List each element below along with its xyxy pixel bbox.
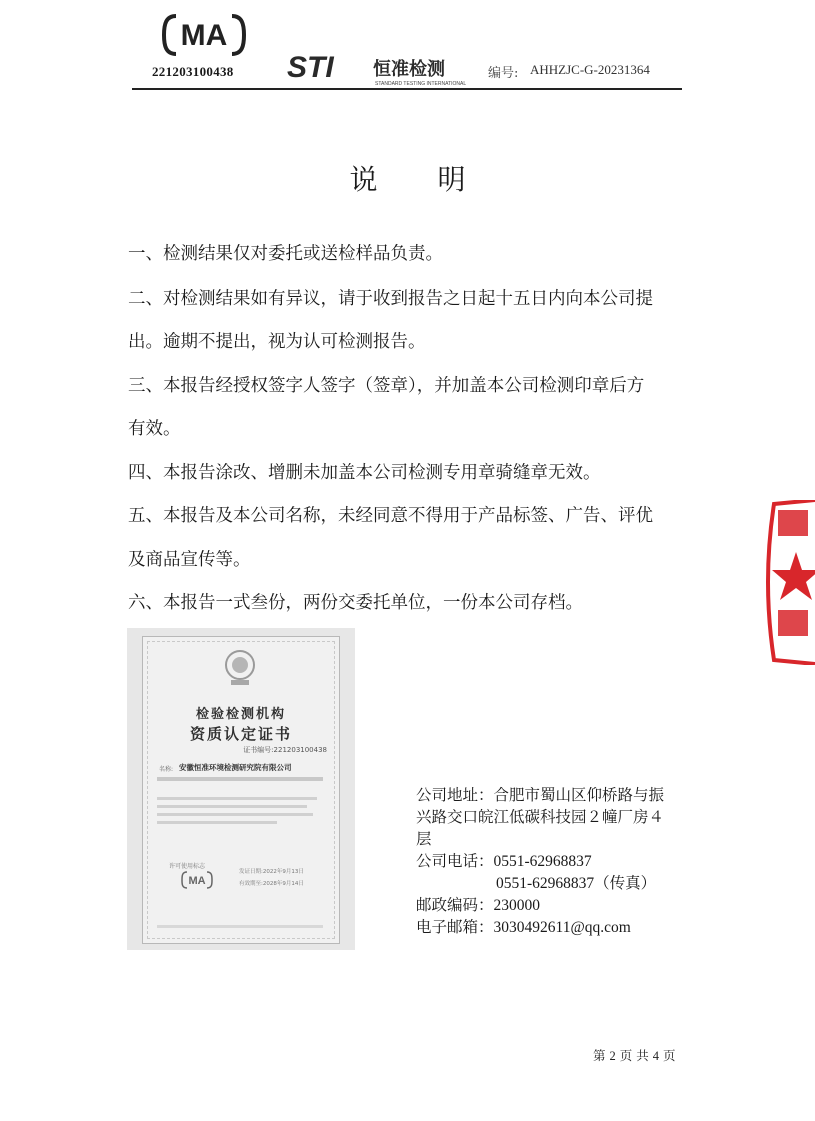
certificate-title-line1: 检验检测机构 xyxy=(195,707,286,722)
postcode-row xyxy=(416,893,540,915)
note-line-3: 出。逾期不提出，视为认可检测报告。 xyxy=(128,332,426,352)
certificate-title-line2: 资质认定证书 xyxy=(189,725,292,743)
certificate-ma-logo xyxy=(181,871,213,889)
certificate-org-label: 名称: xyxy=(159,766,174,773)
footer-suffix: 页 xyxy=(662,1048,676,1063)
svg-text:MA: MA xyxy=(188,875,206,887)
address-value: 合肥市蜀山区仰桥路与振 xyxy=(493,786,665,804)
address-line-2: 兴路交口皖江低碳科技园２幢厂房４ xyxy=(416,808,665,826)
certificate-text-line xyxy=(157,805,307,808)
certificate-address-line xyxy=(157,777,323,781)
footer-middle: 页 共 xyxy=(619,1048,649,1063)
note-line-7: 五、本报告及本公司名称，未经同意不得用于产品标签、广告、评优 xyxy=(128,506,653,526)
email-label: 电子邮箱： xyxy=(416,918,494,936)
certificate-org-name: 安徽恒准环境检测研究院有限公司 xyxy=(179,763,292,772)
note-line-6: 四、本报告涂改、增删未加盖本公司检测专用章骑缝章无效。 xyxy=(128,463,601,483)
certificate-text-line xyxy=(157,797,317,800)
cma-certificate-number: 221203100438 xyxy=(152,64,234,79)
note-line-2: 二、对检测结果如有异议，请于收到报告之日起十五日内向本公司提 xyxy=(128,289,653,309)
certificate-footer-line xyxy=(157,925,323,928)
report-number-label: 编号: xyxy=(488,66,519,81)
company-seal-fragment xyxy=(762,500,815,665)
svg-text:STI: STI xyxy=(287,52,334,84)
svg-text:MA: MA xyxy=(180,19,228,52)
svg-text:恒准检测: 恒准检测 xyxy=(373,59,445,80)
note-line-1: 一、检测结果仅对委托或送检样品负责。 xyxy=(128,244,443,264)
certificate-number: 证书编号:221203100438 xyxy=(243,746,327,754)
footer-prefix: 第 xyxy=(593,1048,606,1063)
phone-row xyxy=(416,849,592,871)
page-footer xyxy=(593,1046,675,1064)
national-emblem-icon xyxy=(223,647,257,687)
address-row xyxy=(416,783,664,805)
page-title: 说明 xyxy=(349,163,526,196)
email-row xyxy=(416,915,631,937)
certificate-text-line xyxy=(157,813,313,816)
note-line-4: 三、本报告经授权签字人签字（签章），并加盖本公司检测印章后方 xyxy=(128,376,645,396)
phone-value: 0551-62968837 xyxy=(493,853,592,870)
certificate-text-line xyxy=(157,821,277,824)
page-number: 2 xyxy=(609,1049,616,1063)
address-label: 公司地址： xyxy=(416,786,494,804)
email-value: 3030492611@qq.com xyxy=(493,919,631,936)
note-line-9: 六、本报告一式叁份，两份交委托单位，一份本公司存档。 xyxy=(128,593,583,613)
postcode-label: 邮政编码： xyxy=(416,896,494,914)
fax-value: 0551-62968837（传真） xyxy=(496,875,657,892)
page-total: 4 xyxy=(652,1049,659,1063)
cma-logo xyxy=(162,12,246,58)
note-line-8: 及商品宣传等。 xyxy=(128,550,251,570)
svg-text:STANDARD TESTING INTERNATIONAL: STANDARD TESTING INTERNATIONAL xyxy=(375,81,467,87)
report-number: AHHZJC-G-20231364 xyxy=(530,62,650,77)
phone-label: 公司电话： xyxy=(416,852,494,870)
address-line-3: 层 xyxy=(416,830,432,848)
certificate-image xyxy=(127,628,355,950)
sti-logo xyxy=(287,52,467,88)
certificate-issue-date: 发证日期:2022年9月13日 xyxy=(239,869,304,875)
certificate-ma-label: 许可使用标志 xyxy=(169,863,206,870)
postcode-value: 230000 xyxy=(493,897,541,914)
certificate-frame xyxy=(142,636,340,944)
certificate-valid-date: 有效期至:2028年9月14日 xyxy=(239,881,304,887)
header-divider xyxy=(132,88,682,90)
note-line-5: 有效。 xyxy=(128,419,181,439)
